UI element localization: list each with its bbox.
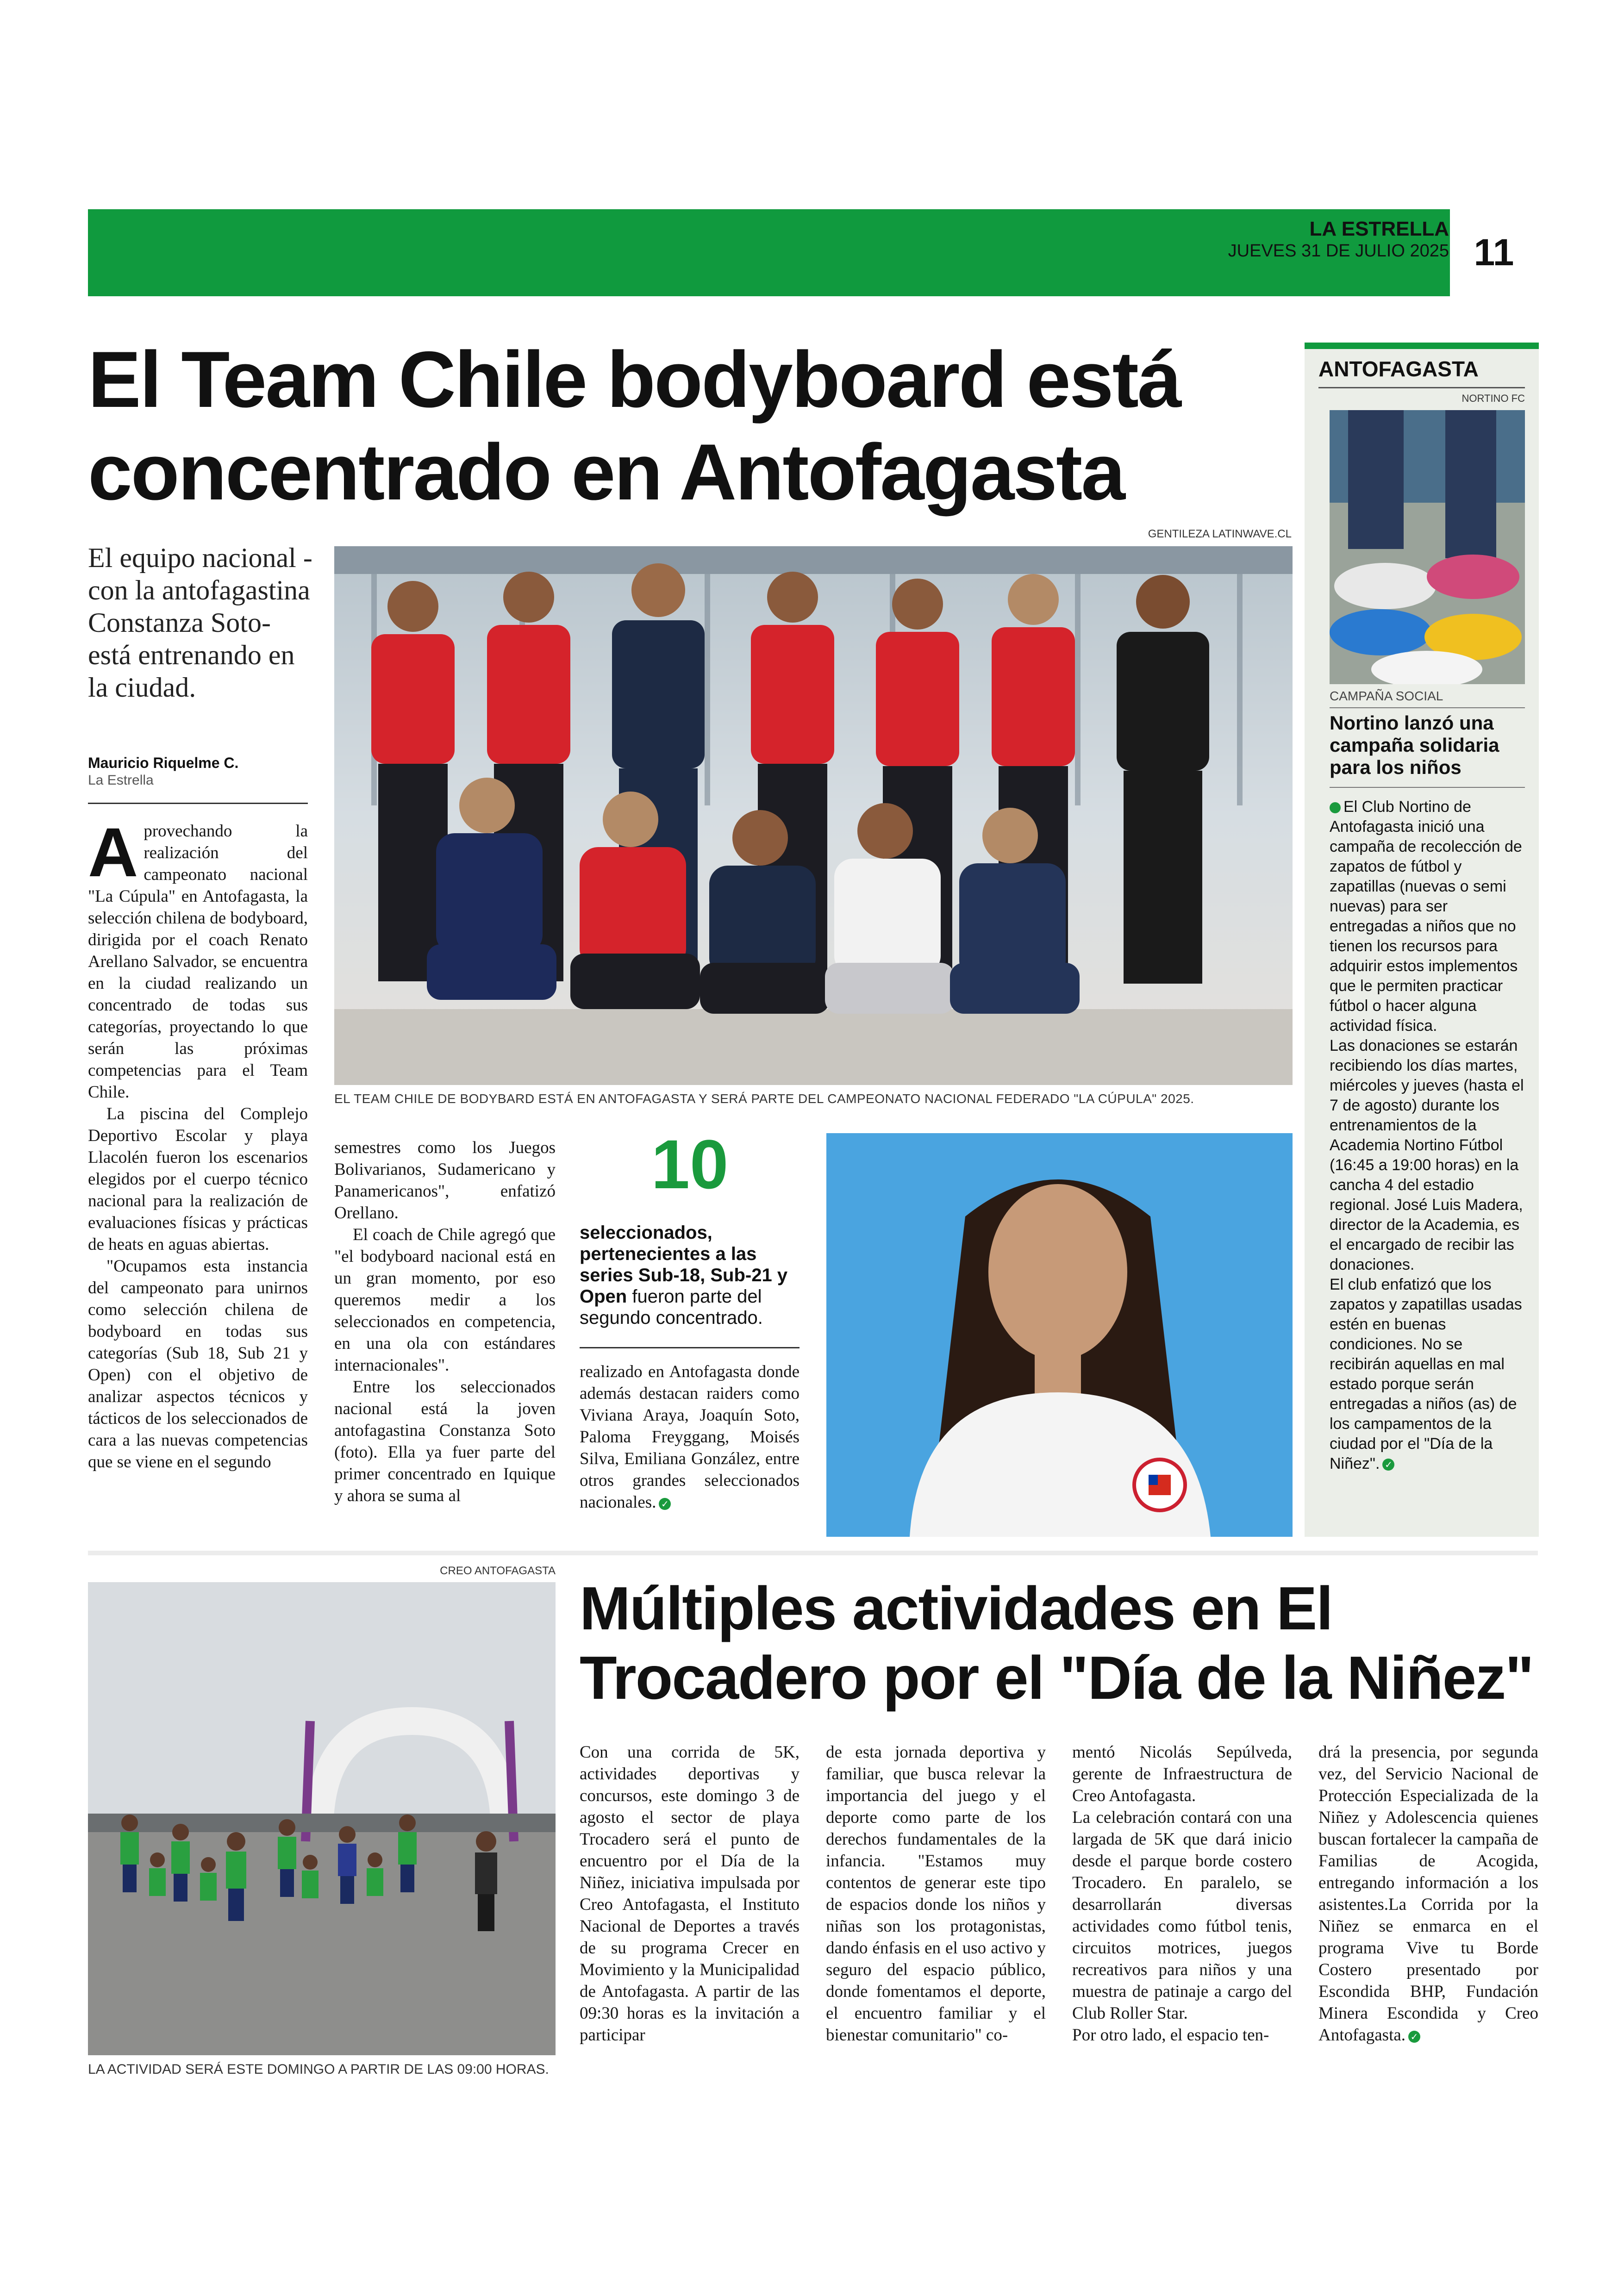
end-mark-icon: ✓ [659,1498,671,1510]
paragraph: semestres como los Juegos Bolivarianos, Sudamericano y Panamericanos", enfatizó Orellano. [334,1138,556,1222]
athlete-portrait [826,1133,1293,1537]
team-photo-illustration [334,546,1293,1085]
byline [88,754,319,789]
sidebar-body [1330,797,1525,1474]
paragraph: El club enfatizó que los zapatos y zapatillas usadas estén en buenas condiciones. No se recibirán aquellas en mal estado porque serán entregadas a niños (as) de los campamentos de la ciudad por el "Día de la Niñez". ✓ [1330,1276,1522,1472]
paragraph: Por otro lado, el espacio ten- [1072,2026,1269,2045]
paragraph: mentó Nicolás Sepúlveda, gerente de Infraestructura de Creo Antofagasta. [1072,1743,1292,1805]
sidebar-accent-bar [1305,343,1539,349]
second-headline [580,1574,1539,1713]
race-photo-credit: CREO ANTOFAGASTA [440,1565,556,1577]
highlight-number: 10 [651,1125,729,1203]
paragraph: El coach de Chile agregó que "el bodyboard nacional está en un gran momento, por eso queremos medir a los seleccionados en competencia, en una ola con estándares internacionales". [334,1225,556,1375]
paragraph: La piscina del Complejo Deportivo Escolar y playa Llacolén fueron los escenarios elegidos por el cuerpo técnico nacional para la realización de evaluaciones físicas y prácticas de heats en aguas abiertas. [88,1104,308,1254]
paragraph: Las donaciones se estarán recibiendo los días martes, miércoles y jueves (hasta el 7 de agosto) durante los entrenamientos de la Academia Nortino Fútbol (16:45 a 19:00 horas) en la cancha 4 del estadio regional. José Luis Madera, director de la Academia, es el encargado de recibir las donaciones. [1330,1037,1524,1273]
sidebar-photo-credit: NORTINO FC [1462,393,1525,404]
main-headline [88,333,1301,518]
page-number-box [1450,209,1538,296]
sidebar-kicker: CAMPAÑA SOCIAL [1330,689,1443,703]
end-mark-icon: ✓ [1382,1459,1394,1471]
paragraph: Con una corrida de 5K, actividades deportivas y concursos, este domingo 3 de agosto el sector de playa Trocadero será el punto de encuentro por el Día de la Niñez, iniciativa impulsada por Creo Antofagasta, el Instituto Nacional de Deportes a través de su programa Crecer en Movimiento y la Municipalidad de Antofagasta. A partir de las 09:30 horas es la invitación a participar [580,1743,800,2045]
sidebar-divider [1330,787,1525,788]
paragraph: La celebración contará con una largada de 5K que dará inicio desde el parque borde costero Trocadero. En paralelo, se desarrollarán diversas actividades como fútbol tenis, circuitos motrices, juegos recreativos para niños y una muestra de patinaje a cargo del Club Roller Star. [1072,1808,1292,2023]
second-article-column-3 [1072,1741,1292,2046]
shoes-photo-illustration [1330,410,1525,684]
second-article-column-4 [1318,1741,1538,2046]
second-headline-line2: Trocadero por el "Día de la Niñez" [580,1644,1533,1712]
header-meta [1194,218,1449,287]
author-name: Mauricio Riquelme C. [88,755,239,771]
author-outlet: La Estrella [88,773,154,788]
paragraph: drá la presencia, por segunda vez, del Servicio Nacional de Protección Especializada de la Niñez y Adolescencia quienes buscan fortalecer la campaña de Familias de Acogida, entregando información a los asistentes.La Corrida por la Niñez se enmarca en el programa Vive tu Borde Costero presentado por Escondida BHP, Fundación Minera Escondida y Creo Antofagasta. ✓ [1318,1743,1538,2045]
drop-cap: A [88,813,138,891]
article-column-3 [580,1361,800,1513]
byline-divider [88,803,308,804]
paragraph: de esta jornada deportiva y familiar, que busca relevar la importancia del juego y el deporte como parte de los derechos fundamentales de la infancia. "Estamos muy contentos de generar este tipo de espacios donde los niños y niñas son los protagonistas, dando énfasis en el uso activo y seguro del espacio público, donde fomentamos el deporte, el encuentro familiar y el bienestar comunitario" co- [826,1743,1046,2045]
shoes-photo [1330,410,1525,684]
highlight-rest: fueron parte del segundo concentrado. [580,1286,763,1328]
photo-credit: GENTILEZA LATINWAVE.CL [1148,528,1292,540]
second-headline-line1: Múltiples actividades en El [580,1574,1332,1642]
sidebar-divider [1330,707,1525,708]
article-deck: El equipo nacional -con la antofagastina Constanza Soto- está entrenando en la ciudad. [88,543,312,703]
athlete-portrait-illustration [826,1133,1293,1537]
main-headline-line2: concentrado en Antofagasta [88,428,1124,517]
highlight-bold: seleccionados, pertenecientes a las series Sub-18, Sub-21 y Open [580,1222,788,1307]
highlight-text [580,1222,798,1328]
paragraph: Aprovechando la realización del campeonato nacional "La Cúpula" en Antofagasta, la selección chilena de bodyboard, dirigida por el coach Renato Arellano Salvador, se encuentra en la ciudad realizando un concentrado de todas sus categorías, proyectando lo que serán las próximas competencias para el Team Chile. [88,813,308,1102]
paragraph: El Club Nortino de Antofagasta inició una campaña de recolección de zapatos de fútbol y zapatillas (nuevas o semi nuevas) para ser entregadas a niños que no tienen los recursos para adquirir estos implementos que le permiten practicar fútbol o hacer alguna actividad física. [1330,798,1522,1035]
paragraph: Entre los seleccionados nacional está la joven antofagastina Constanza Soto (foto). Ella ya fuer parte del primer concentrado en Iquique y ahora se suma al [334,1378,556,1505]
paragraph: realizado en Antofagasta donde además destacan raiders como Viviana Araya, Joaquín Soto, Paloma Freyggang, Moisés Silva, Emiliana González, entre otros grandes seleccionados nacionales. ✓ [580,1362,800,1512]
race-photo [88,1582,556,2055]
sidebar-section-label: ANTOFAGASTA [1318,357,1479,381]
sidebar-divider [1318,387,1525,388]
highlight-divider [580,1347,800,1348]
race-photo-caption: LA ACTIVIDAD SERÁ ESTE DOMINGO A PARTIR DE LAS 09:00 HORAS. [88,2062,549,2077]
article-column-1 [88,813,308,1473]
publication-date: JUEVES 31 DE JULIO 2025 [1228,241,1449,261]
paragraph: "Ocupamos esta instancia del campeonato para unirnos como selección chilena de bodyboard en todas sus categorías (Sub 18, Sub 21 y Open) con el objetivo de analizar aspectos técnicos y tácticos de los seleccionados de cara a las nuevas competencias que se viene en el segundo [88,1257,308,1472]
race-photo-illustration [88,1582,556,2055]
bullet-dot-icon [1330,802,1341,813]
article-column-2 [334,1137,556,1507]
publication-name: LA ESTRELLA [1309,218,1449,240]
second-article-column-1 [580,1741,800,2046]
main-headline-line1: El Team Chile bodyboard está [88,335,1181,424]
second-article-column-2 [826,1741,1046,2046]
page-number: 11 [1474,231,1514,274]
sidebar-title: Nortino lanzó una campaña solidaria para los niños [1330,712,1499,778]
end-mark-icon: ✓ [1408,2031,1420,2043]
team-photo [334,546,1293,1085]
section-divider [88,1551,1538,1555]
photo-caption: EL TEAM CHILE DE BODYBARD ESTÁ EN ANTOFAGASTA Y SERÁ PARTE DEL CAMPEONATO NACIONAL FEDERADO "LA CÚPULA" 2025. [334,1091,1194,1106]
